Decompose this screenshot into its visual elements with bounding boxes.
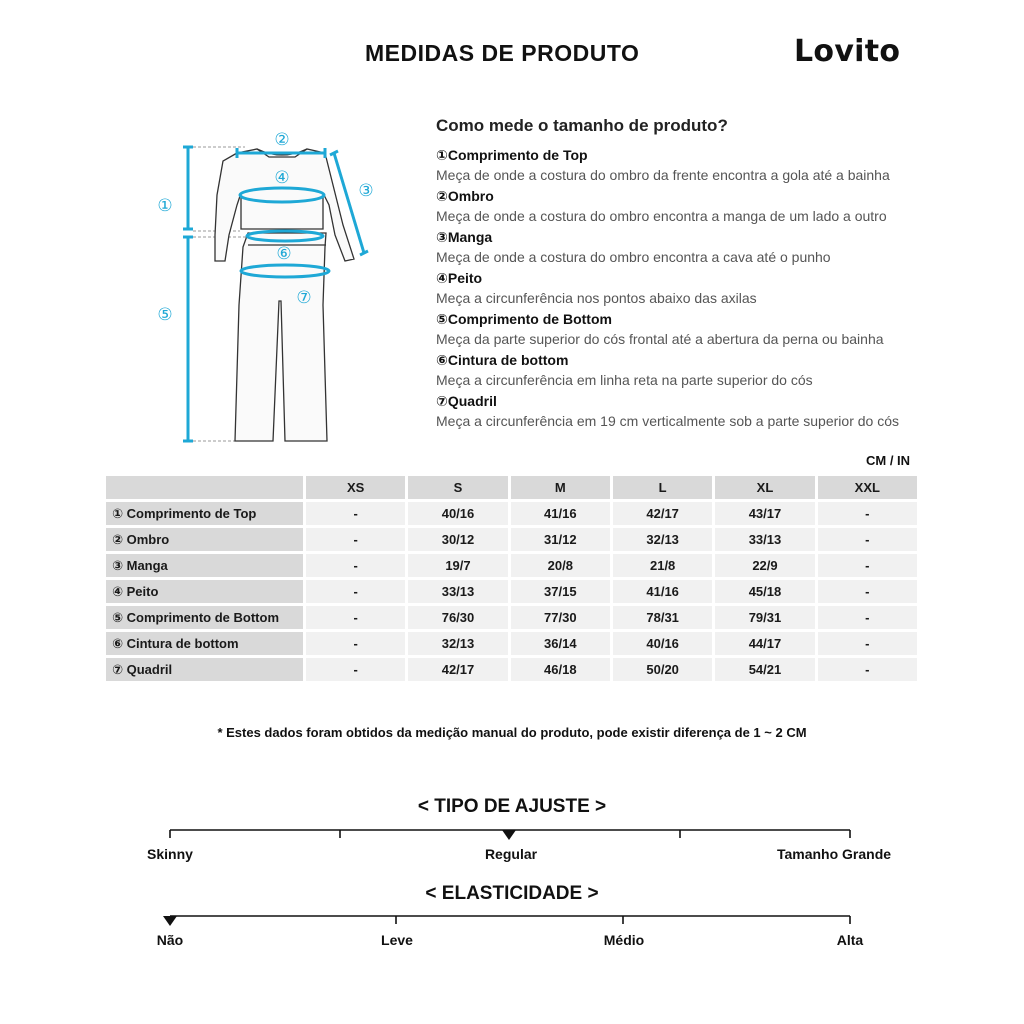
marker-2: ②	[274, 130, 290, 150]
guide-item-title: ②Ombro	[436, 188, 494, 204]
table-cell: -	[818, 632, 917, 655]
guide-item-desc: Meça a circunferência em 19 cm verticalmente sob a parte superior do cós	[436, 413, 899, 429]
table-cell: 33/13	[715, 528, 814, 551]
table-cell: 43/17	[715, 502, 814, 525]
table-cell: 46/18	[511, 658, 610, 681]
table-cell: 54/21	[715, 658, 814, 681]
row-label: ② Ombro	[106, 528, 303, 551]
table-cell: 44/17	[715, 632, 814, 655]
table-cell: -	[306, 580, 405, 603]
elasticity-scale	[0, 908, 1024, 932]
table-row	[106, 632, 917, 655]
table-cell: 42/17	[613, 502, 712, 525]
table-cell: 22/9	[715, 554, 814, 577]
table-cell: -	[818, 580, 917, 603]
column-header: XS	[306, 476, 405, 499]
marker-6: ⑥	[276, 244, 292, 264]
elasticity-label-nao: Não	[156, 932, 184, 948]
table-cell: -	[306, 502, 405, 525]
guide-item-title: ③Manga	[436, 229, 493, 245]
fit-label-regular: Regular	[484, 846, 538, 862]
table-cell: 77/30	[511, 606, 610, 629]
elasticity-label-medio: Médio	[603, 932, 645, 948]
table-cell: -	[306, 606, 405, 629]
guide-item-desc: Meça da parte superior do cós frontal até a abertura da perna ou bainha	[436, 331, 884, 347]
table-cell: 30/12	[408, 528, 507, 551]
guide-item	[436, 309, 956, 350]
garment-diagram-svg	[145, 125, 390, 450]
marker-4: ④	[274, 168, 290, 188]
marker-3: ③	[358, 181, 374, 201]
table-cell: 41/16	[511, 502, 610, 525]
table-cell: 31/12	[511, 528, 610, 551]
guide-item	[436, 227, 956, 268]
table-cell: 19/7	[408, 554, 507, 577]
marker-7: ⑦	[296, 288, 312, 308]
guide-item-desc: Meça de onde a costura do ombro da frente encontra a gola até a bainha	[436, 167, 890, 183]
table-cell: 76/30	[408, 606, 507, 629]
table-cell: 33/13	[408, 580, 507, 603]
elasticity-selected-marker	[163, 916, 177, 926]
table-cell: -	[818, 554, 917, 577]
table-cell: 50/20	[613, 658, 712, 681]
measurement-note: * Estes dados foram obtidos da medição manual do produto, pode existir diferença de 1 ~ 2 CM	[217, 725, 807, 740]
elasticity-label-alta: Alta	[836, 932, 864, 948]
table-cell: 20/8	[511, 554, 610, 577]
table-cell: 41/16	[613, 580, 712, 603]
elasticity-label-leve: Leve	[381, 932, 413, 948]
guide-item	[436, 268, 956, 309]
garment-diagram	[145, 125, 390, 450]
guide-item-title: ⑦Quadril	[436, 393, 497, 409]
fit-label-large: Tamanho Grande	[776, 846, 892, 862]
brand-logo: Lovito	[794, 34, 901, 69]
table-cell: -	[818, 658, 917, 681]
table-cell: 32/13	[613, 528, 712, 551]
guide-item-desc: Meça a circunferência em linha reta na parte superior do cós	[436, 372, 813, 388]
guide-item	[436, 391, 956, 432]
table-header-row	[106, 476, 917, 499]
table-row	[106, 502, 917, 525]
column-header: S	[408, 476, 507, 499]
measurement-guide	[436, 116, 956, 432]
table-cell: -	[306, 528, 405, 551]
column-header: L	[613, 476, 712, 499]
guide-item-title: ①Comprimento de Top	[436, 147, 588, 163]
fit-scale-title: < TIPO DE AJUSTE >	[417, 796, 607, 817]
column-header: XL	[715, 476, 814, 499]
table-row	[106, 554, 917, 577]
size-table	[103, 473, 920, 684]
page-title: MEDIDAS DE PRODUTO	[365, 40, 640, 66]
guide-item-title: ⑤Comprimento de Bottom	[436, 311, 612, 327]
table-cell: 21/8	[613, 554, 712, 577]
guide-item-desc: Meça de onde a costura do ombro encontra a manga de um lado a outro	[436, 208, 887, 224]
table-cell: 36/14	[511, 632, 610, 655]
row-label: ③ Manga	[106, 554, 303, 577]
row-label: ① Comprimento de Top	[106, 502, 303, 525]
row-label: ⑥ Cintura de bottom	[106, 632, 303, 655]
table-cell: 78/31	[613, 606, 712, 629]
table-cell: 37/15	[511, 580, 610, 603]
table-row	[106, 606, 917, 629]
elasticity-scale-title: < ELASTICIDADE >	[425, 883, 599, 904]
row-label: ④ Peito	[106, 580, 303, 603]
table-cell: -	[818, 606, 917, 629]
table-corner	[106, 476, 303, 499]
marker-5: ⑤	[157, 305, 173, 325]
table-row	[106, 658, 917, 681]
table-cell: 79/31	[715, 606, 814, 629]
column-header: M	[511, 476, 610, 499]
guide-item	[436, 186, 956, 227]
row-label: ⑦ Quadril	[106, 658, 303, 681]
guide-item-desc: Meça a circunferência nos pontos abaixo das axilas	[436, 290, 757, 306]
guide-heading: Como mede o tamanho de produto?	[436, 116, 728, 135]
guide-item-desc: Meça de onde a costura do ombro encontra a cava até o punho	[436, 249, 831, 265]
table-cell: 40/16	[613, 632, 712, 655]
table-cell: -	[818, 528, 917, 551]
guide-item-title: ⑥Cintura de bottom	[436, 352, 569, 368]
row-label: ⑤ Comprimento de Bottom	[106, 606, 303, 629]
table-row	[106, 528, 917, 551]
table-cell: -	[306, 658, 405, 681]
table-cell: -	[306, 632, 405, 655]
table-cell: 42/17	[408, 658, 507, 681]
table-row	[106, 580, 917, 603]
fit-selected-marker	[502, 830, 516, 840]
guide-item	[436, 145, 956, 186]
marker-1: ①	[157, 196, 173, 216]
table-cell: 32/13	[408, 632, 507, 655]
table-cell: -	[306, 554, 405, 577]
fit-scale	[0, 822, 1024, 846]
table-cell: -	[818, 502, 917, 525]
column-header: XXL	[818, 476, 917, 499]
table-cell: 40/16	[408, 502, 507, 525]
guide-item-title: ④Peito	[436, 270, 483, 286]
guide-item	[436, 350, 956, 391]
unit-label: CM / IN	[866, 453, 911, 468]
fit-label-skinny: Skinny	[147, 846, 193, 862]
table-cell: 45/18	[715, 580, 814, 603]
